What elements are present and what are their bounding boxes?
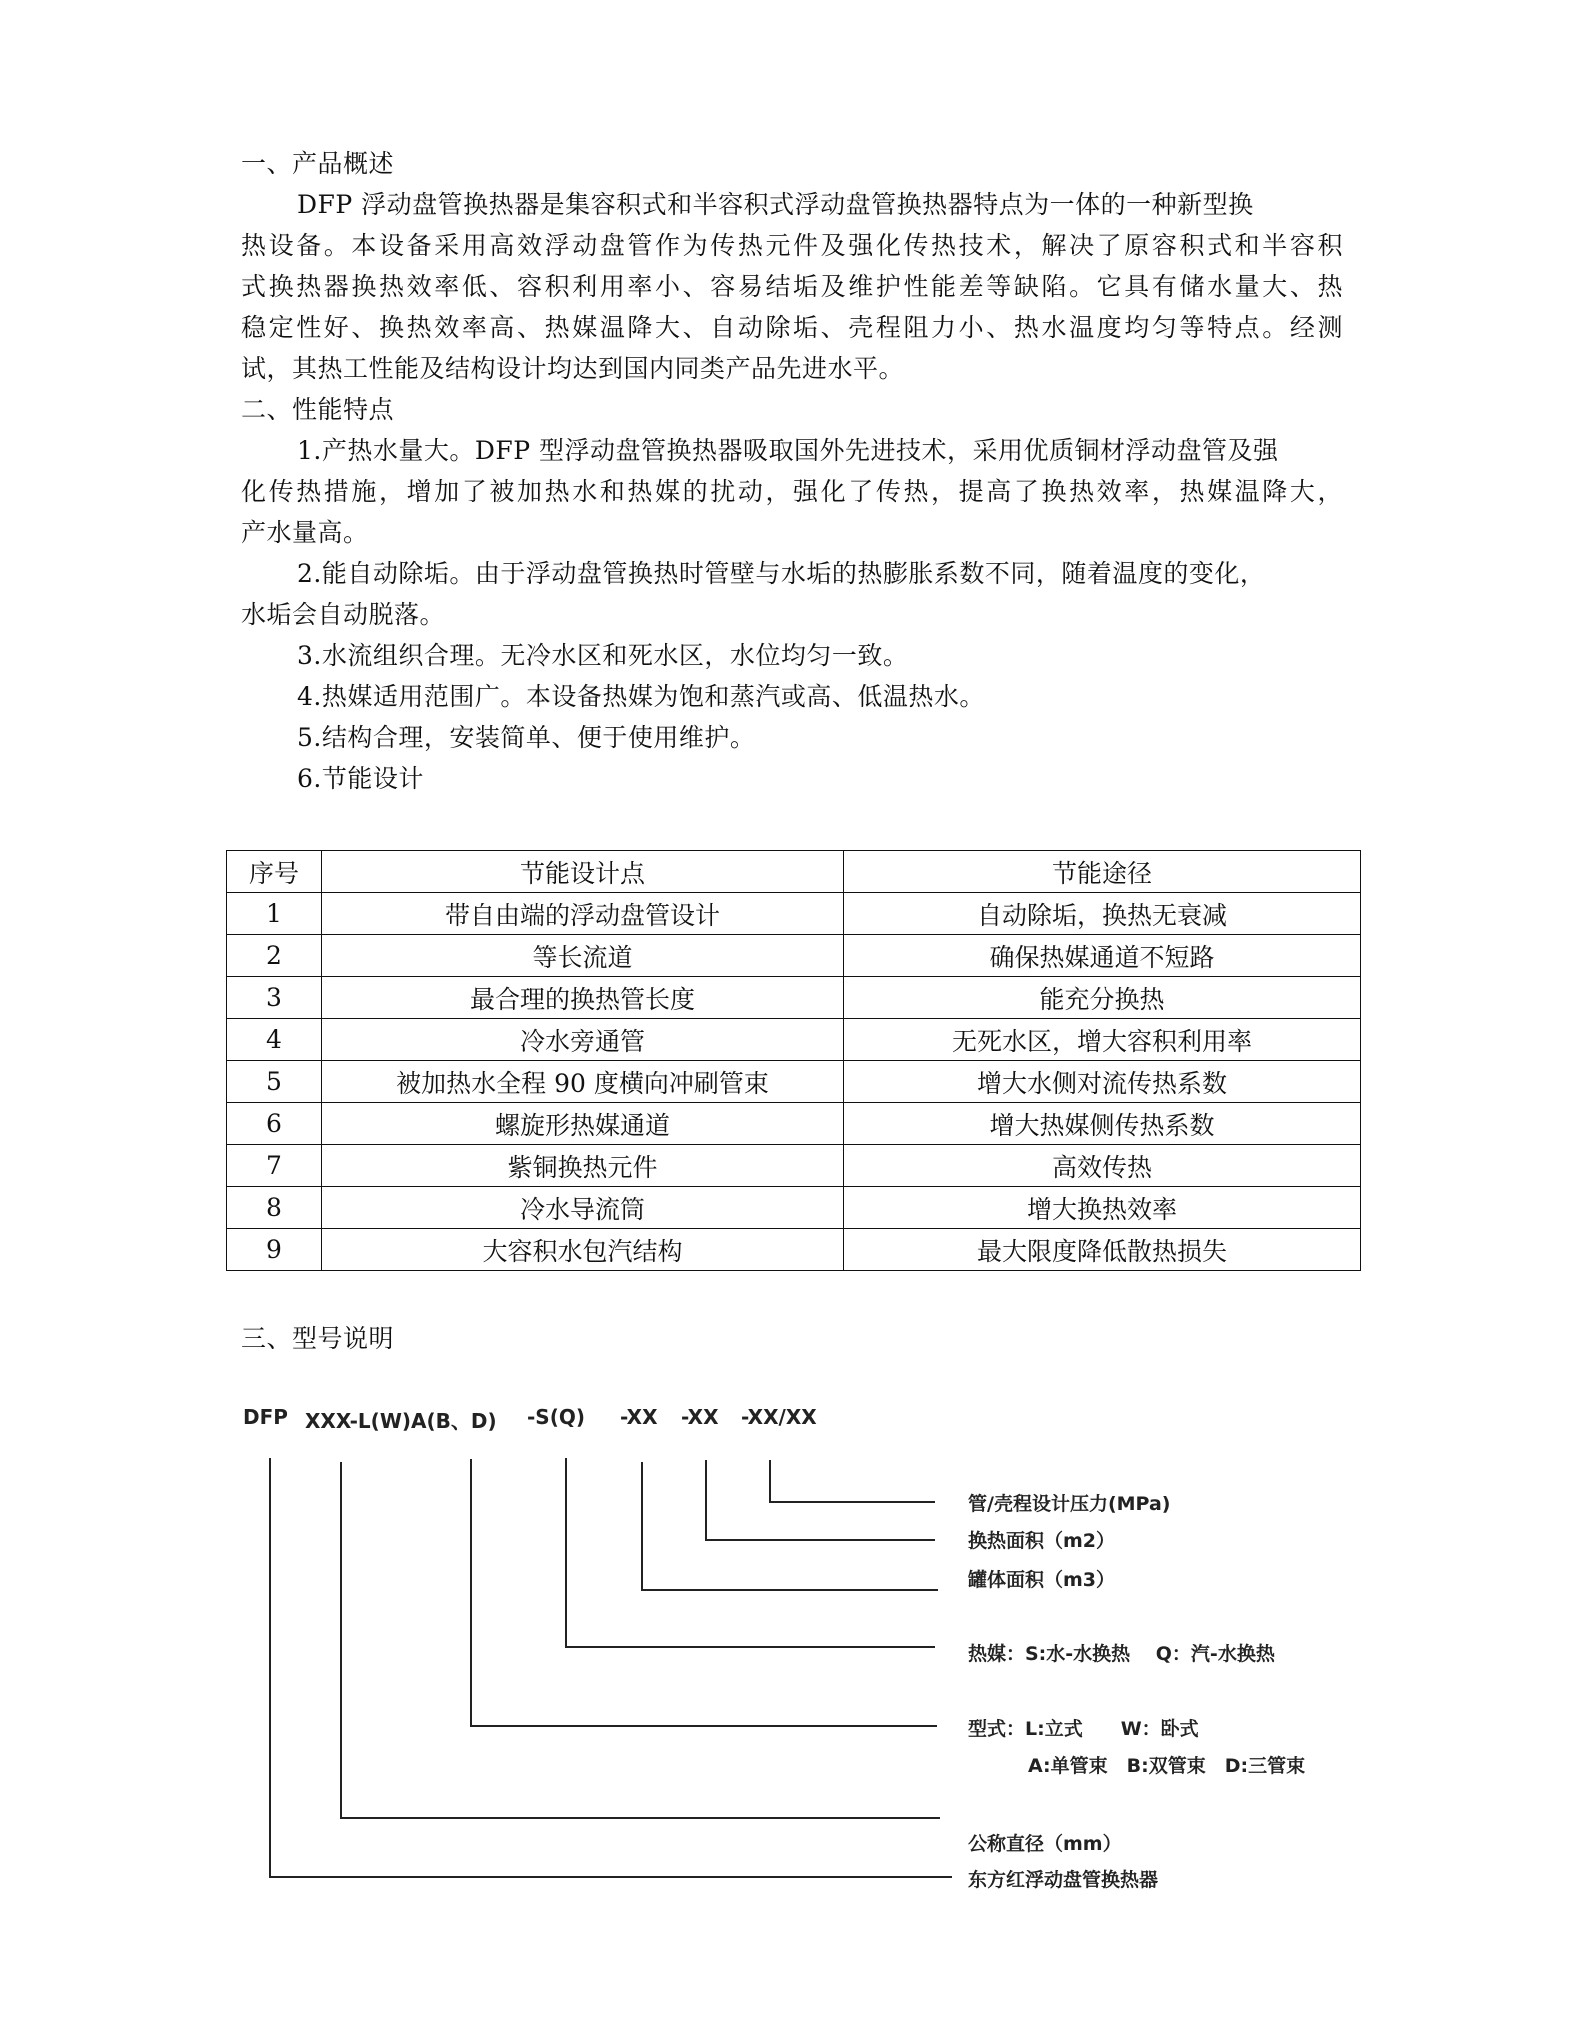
row-approach: 能充分换热: [844, 977, 1361, 1019]
label-type-line-2: A:单管束 B:双管束 D:三管束: [1028, 1755, 1306, 1777]
leader-pressure-horizontal: [769, 1501, 935, 1503]
leader-diameter-horizontal: [340, 1817, 940, 1819]
feature-6: 6.节能设计: [297, 764, 424, 793]
feature-5: 5.结构合理，安装简单、便于使用维护。: [297, 723, 756, 752]
label-tank: 罐体面积（m3）: [968, 1569, 1116, 1591]
table-row: [227, 893, 1361, 935]
code-area: -XX: [681, 1405, 719, 1429]
code-pressure: -XX/XX: [741, 1405, 817, 1429]
leader-area-horizontal: [705, 1539, 935, 1541]
row-approach: 自动除垢，换热无衰减: [844, 893, 1361, 935]
section-heading-model: 三、型号说明: [241, 1324, 395, 1353]
row-approach: 确保热媒通道不短路: [844, 935, 1361, 977]
feature-2-line-2: 水垢会自动脱落。: [241, 600, 446, 629]
row-approach: 增大热媒侧传热系数: [844, 1103, 1361, 1145]
row-index: 3: [227, 977, 322, 1019]
overview-line-1: DFP 浮动盘管换热器是集容积式和半容积式浮动盘管换热器特点为一体的一种新型换: [297, 190, 1254, 219]
row-design-point: 螺旋形热媒通道: [322, 1103, 844, 1145]
table-header-row: [227, 851, 1361, 893]
label-pressure: 管/壳程设计压力(MPa): [968, 1493, 1171, 1515]
header-index: 序号: [227, 851, 322, 893]
row-design-point: 最合理的换热管长度: [322, 977, 844, 1019]
row-approach: 高效传热: [844, 1145, 1361, 1187]
leader-product-horizontal: [269, 1876, 952, 1878]
label-product: 东方红浮动盘管换热器: [968, 1869, 1159, 1891]
leader-diameter-vertical: [340, 1462, 342, 1819]
leader-product-vertical: [269, 1458, 271, 1878]
section-heading-overview: 一、产品概述: [241, 149, 395, 178]
table-row: [227, 1019, 1361, 1061]
leader-type-horizontal: [470, 1725, 937, 1727]
table-row: [227, 1103, 1361, 1145]
table-row: [227, 1187, 1361, 1229]
row-index: 9: [227, 1229, 322, 1271]
leader-area-vertical: [705, 1460, 707, 1541]
overview-line-3: 式换热器换热效率低、容积利用率小、容易结垢及维护性能差等缺陷。它具有储水量大、热: [241, 272, 1343, 301]
feature-3: 3.水流组织合理。无冷水区和死水区，水位均匀一致。: [297, 641, 909, 670]
code-medium: -S(Q): [527, 1405, 585, 1429]
row-design-point: 被加热水全程 90 度横向冲刷管束: [322, 1061, 844, 1103]
label-diameter: 公称直径（mm）: [968, 1833, 1122, 1855]
leader-pressure-vertical: [769, 1460, 771, 1503]
header-design-point: 节能设计点: [322, 851, 844, 893]
row-index: 8: [227, 1187, 322, 1229]
overview-line-4: 稳定性好、换热效率高、热媒温降大、自动除垢、壳程阻力小、热水温度均匀等特点。经测: [241, 313, 1343, 342]
row-index: 6: [227, 1103, 322, 1145]
row-design-point: 带自由端的浮动盘管设计: [322, 893, 844, 935]
feature-1-line-1: 1.产热水量大。DFP 型浮动盘管换热器吸取国外先进技术，采用优质铜材浮动盘管及强: [297, 436, 1279, 465]
leader-type-vertical: [470, 1459, 472, 1727]
row-index: 7: [227, 1145, 322, 1187]
code-dfp: DFP: [243, 1405, 288, 1429]
row-design-point: 紫铜换热元件: [322, 1145, 844, 1187]
row-approach: 增大换热效率: [844, 1187, 1361, 1229]
header-approach: 节能途径: [844, 851, 1361, 893]
label-medium: 热媒：S:水-水换热 Q：汽-水换热: [968, 1643, 1275, 1665]
row-index: 4: [227, 1019, 322, 1061]
overview-line-5: 试，其热工性能及结构设计均达到国内同类产品先进水平。: [241, 354, 905, 383]
row-approach: 增大水侧对流传热系数: [844, 1061, 1361, 1103]
leader-medium-vertical: [565, 1458, 567, 1648]
section-heading-features: 二、性能特点: [241, 395, 395, 424]
row-approach: 无死水区，增大容积利用率: [844, 1019, 1361, 1061]
row-design-point: 大容积水包汽结构: [322, 1229, 844, 1271]
feature-1-line-3: 产水量高。: [241, 518, 369, 547]
label-type-line-1: 型式：L:立式 W：卧式: [968, 1718, 1199, 1740]
row-index: 5: [227, 1061, 322, 1103]
table-row: [227, 1229, 1361, 1271]
row-approach: 最大限度降低散热损失: [844, 1229, 1361, 1271]
table-row: [227, 1145, 1361, 1187]
overview-line-2: 热设备。本设备采用高效浮动盘管作为传热元件及强化传热技术，解决了原容积式和半容积: [241, 231, 1343, 260]
feature-2-line-1: 2.能自动除垢。由于浮动盘管换热时管壁与水垢的热膨胀系数不同，随着温度的变化，: [297, 559, 1266, 588]
label-heat-area: 换热面积（m2）: [968, 1530, 1116, 1552]
leader-tank-vertical: [641, 1462, 643, 1591]
code-diameter-type: XXX-L(W)A(B、D): [305, 1409, 497, 1433]
row-design-point: 等长流道: [322, 935, 844, 977]
leader-medium-horizontal: [565, 1646, 935, 1648]
row-index: 1: [227, 893, 322, 935]
row-index: 2: [227, 935, 322, 977]
feature-4: 4.热媒适用范围广。本设备热媒为饱和蒸汽或高、低温热水。: [297, 682, 985, 711]
leader-tank-horizontal: [641, 1589, 938, 1591]
table-row: [227, 1061, 1361, 1103]
feature-1-line-2: 化传热措施，增加了被加热水和热媒的扰动，强化了传热，提高了换热效率，热媒温降大，: [241, 477, 1343, 506]
energy-saving-table: [226, 850, 1361, 1271]
table-row: [227, 935, 1361, 977]
row-design-point: 冷水旁通管: [322, 1019, 844, 1061]
table-row: [227, 977, 1361, 1019]
code-tank: -XX: [620, 1405, 658, 1429]
row-design-point: 冷水导流筒: [322, 1187, 844, 1229]
